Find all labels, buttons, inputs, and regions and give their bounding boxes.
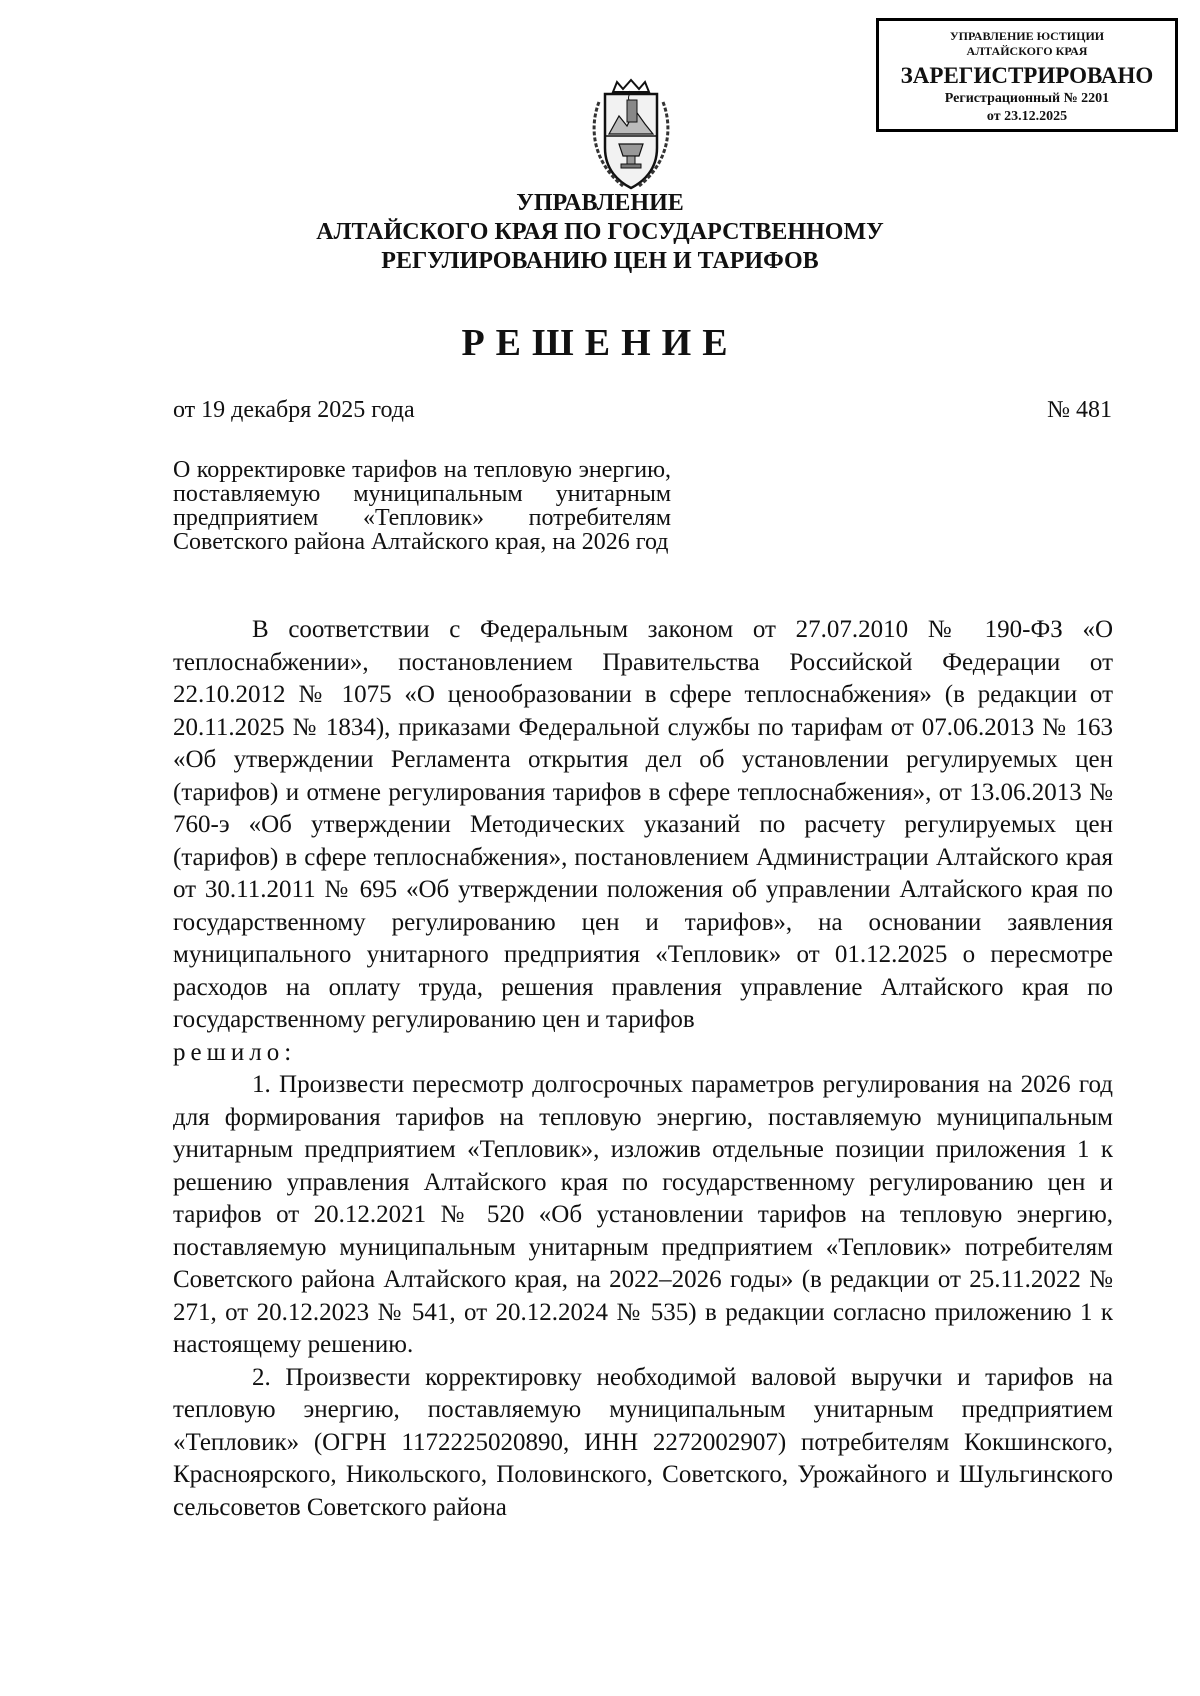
resolved-word: решило: [173, 1038, 297, 1066]
document-number: № 481 [1047, 397, 1112, 423]
stamp-reg-date: от 23.12.2025 [986, 109, 1068, 124]
item-2-paragraph: 2. Произвести корректировку необходимой валовой выручки и тарифов на тепловую энергию, поставляемую муниципальным унитарным предприятием «Тепловик» (ОГРН 1172225020890, ИНН 2272002907) потребителям Кокшинского, Красноярского, Никольского, Половинского, Советского, Урожайного и Шульгинского сельсоветов Советского района [173, 1363, 1113, 1521]
document-title: РЕШЕНИЕ [461, 322, 739, 364]
preamble-paragraph: В соответствии с Федеральным законом от 27.07.2010 № 190-ФЗ «О теплоснабжении», постановлением Правительства Российской Федерации от 22.10.2012 № 1075 «О ценообразовании в сфере теплоснабжения» (в редакции от 20.11.2025 № 1834), приказами Федеральной службы по тарифам от 07.06.2013 № 163 «Об утверждении Регламента открытия дел об установлении регулируемых цен (тарифов) и отмене регулирования тарифов в сфере теплоснабжения», от 13.06.2013 № 760-э «Об утверждении Методических указаний по расчету регулируемых цен (тарифов) в сфере теплоснабжения», постановлением Администрации Алтайского края от 30.11.2011 № 695 «Об утверждении положения об управлении Алтайского края по государственному регулированию цен и тарифов», на основании заявления муниципального унитарного предприятия «Тепловик» от 01.12.2025 о пересмотре расходов на оплату труда, решения правления управление Алтайского края по государственному регулированию цен и тарифов [173, 616, 1113, 1033]
header-line-1: УПРАВЛЕНИЕ [516, 190, 684, 216]
header-line-3: РЕГУЛИРОВАНИЮ ЦЕН И ТАРИФОВ [381, 248, 819, 274]
document-subject: О корректировке тарифов на тепловую энергию, поставляемую муниципальным унитарным предприятием «Тепловик» потребителям Советского района Алтайского края, на 2026 год [173, 457, 671, 555]
registration-stamp [876, 18, 1178, 132]
header-line-2: АЛТАЙСКОГО КРАЯ ПО ГОСУДАРСТВЕННОМУ [316, 219, 884, 245]
document-date: от 19 декабря 2025 года [173, 397, 415, 423]
stamp-status: ЗАРЕГИСТРИРОВАНО [900, 63, 1154, 88]
document-body [173, 614, 1113, 1524]
stamp-authority-line1: УПРАВЛЕНИЕ ЮСТИЦИИ [949, 29, 1105, 43]
stamp-reg-number: Регистрационный № 2201 [944, 91, 1110, 106]
altai-krai-coat-of-arms-icon [583, 78, 679, 194]
stamp-authority-line2: АЛТАЙСКОГО КРАЯ [966, 44, 1088, 58]
item-1-paragraph: 1. Произвести пересмотр долгосрочных параметров регулирования на 2026 год для формирования тарифов на тепловую энергию, поставляемую муниципальным унитарным предприятием «Тепловик», изложив отдельные позиции приложения 1 к решению управления Алтайского края по государственному регулированию цен и тарифов от 20.12.2021 № 520 «Об установлении тарифов на тепловую энергию, поставляемую муниципальным унитарным предприятием «Тепловик» потребителям Советского района Алтайского края, на 2022–2026 годы» (в редакции от 25.11.2022 № 271, от 20.12.2023 № 541, от 20.12.2024 № 535) в редакции согласно приложению 1 к настоящему решению. [173, 1071, 1113, 1358]
